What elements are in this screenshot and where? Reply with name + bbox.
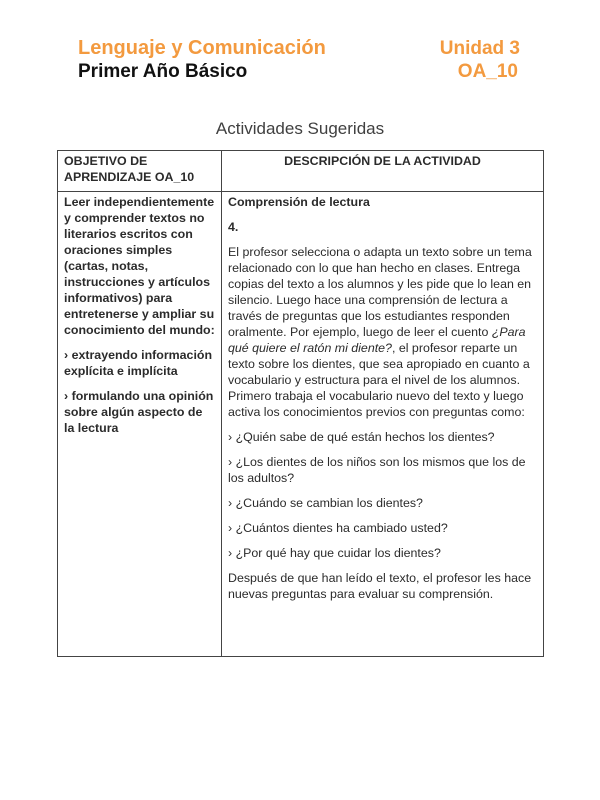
subject-title: Lenguaje y Comunicación [78, 37, 326, 59]
objective-bullet: › extrayendo información explícita e implícita [64, 348, 213, 378]
question-item: › ¿Por qué hay que cuidar los dientes? [228, 546, 441, 560]
table-header-row [58, 151, 544, 192]
description-header: DESCRIPCIÓN DE LA ACTIVIDAD [222, 151, 544, 192]
description-cell [222, 192, 544, 657]
oa-label: OA_10 [457, 61, 518, 82]
paragraph-text: , el profesor reparte un texto sobre los dientes, que sea apropiado en cuanto a vocabulario y estructura para el nivel de los alumnos. Primero trabaja el vocabulario nuevo del texto y luego activa los conocimientos previos con preguntas como: [228, 341, 530, 419]
table-row [58, 192, 544, 657]
unit-label: Unidad 3 [439, 38, 520, 59]
activity-number: 4. [228, 220, 239, 234]
question-item: › ¿Cuándo se cambian los dientes? [228, 496, 423, 510]
activity-paragraph [228, 244, 537, 420]
section-title: Actividades Sugeridas [215, 119, 385, 138]
activity-heading: Comprensión de lectura [228, 195, 370, 209]
objective-header: OBJETIVO DE APRENDIZAJE OA_10 [58, 151, 222, 192]
activities-table [57, 150, 544, 657]
grade-title: Primer Año Básico [78, 61, 248, 82]
question-item: › ¿Los dientes de los niños son los mismos que los de los adultos? [228, 455, 526, 485]
objective-text: Leer independientemente y comprender textos no literarios escritos con oraciones simples (cartas, notas, instrucciones y artículos informativos) para entretenerse y ampliar su conocimiento del mundo: [64, 195, 215, 337]
story-title: ¿Para qué quiere el ratón mi diente? [228, 325, 526, 355]
paragraph-text: El profesor selecciona o adapta un texto sobre un tema relacionado con lo que han hecho en clases. Entrega copias del texto a los alumnos y les pide que lo lean en silencio. Luego hace una comprensión de lectura a través de preguntas que los estudiantes responden oralmente. Por ejemplo, luego de leer el cuento [228, 245, 532, 339]
objective-bullet: › formulando una opinión sobre algún aspecto de la lectura [64, 389, 214, 435]
objective-cell [58, 192, 222, 657]
question-item: › ¿Quién sabe de qué están hechos los dientes? [228, 430, 495, 444]
question-item: › ¿Cuántos dientes ha cambiado usted? [228, 521, 448, 535]
closing-paragraph: Después de que han leído el texto, el profesor les hace nuevas preguntas para evaluar su comprensión. [228, 571, 532, 601]
page-header [78, 36, 520, 83]
